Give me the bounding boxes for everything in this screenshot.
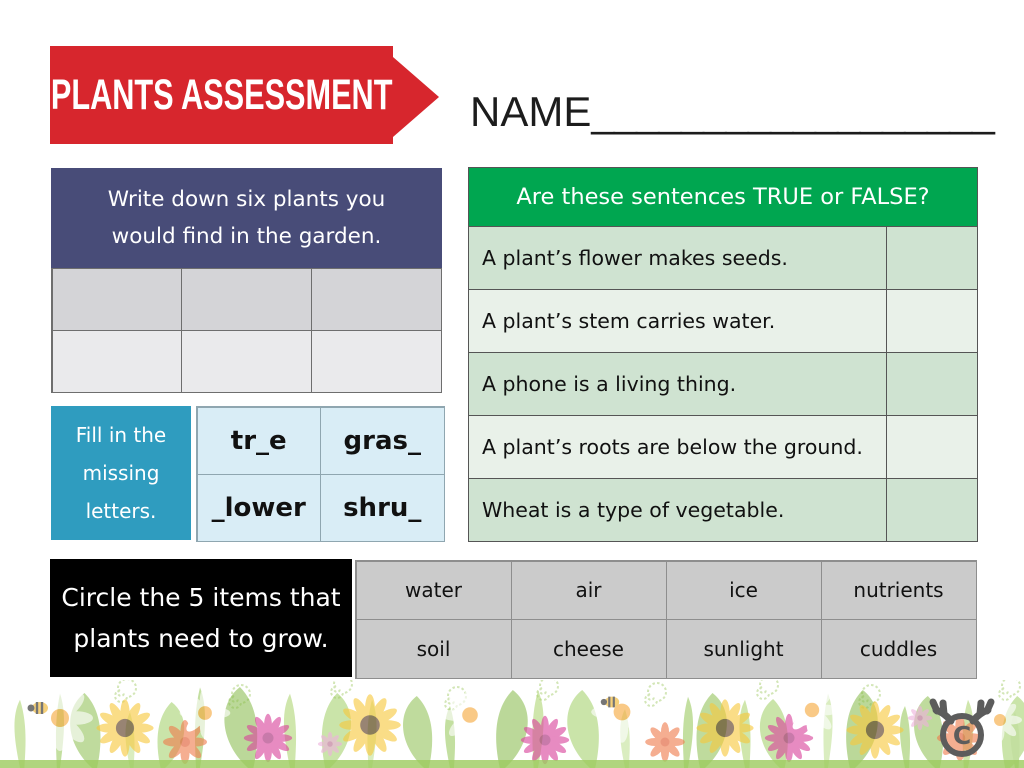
missing-letters-line1: Fill in the [75,423,167,447]
circle-items-line1: Circle the 5 items that [61,583,341,612]
sentence-text: A plant’s flower makes seeds. [482,246,788,270]
item-word[interactable]: soil [356,619,512,679]
item-word[interactable]: sunlight [666,619,822,679]
missing-letters-word[interactable]: shru_ [320,474,445,542]
answer-cell[interactable] [886,479,977,541]
garden-answer-cell[interactable] [311,268,442,331]
item-word[interactable]: cheese [511,619,667,679]
sentence-text: A plant’s roots are below the ground. [482,435,863,459]
item-word[interactable]: nutrients [821,561,977,621]
flower-garden-border [0,680,1024,768]
item-word[interactable]: cuddles [821,619,977,679]
moose-copyright-logo [920,694,1004,760]
title-banner [50,46,393,144]
garden-answer-cell[interactable] [181,268,312,331]
true-false-table [468,167,978,542]
true-false-row [469,226,977,289]
name-label: NAME [470,88,592,135]
garden-header-line1: Write down six plants you [107,187,386,212]
sentence-text: A phone is a living thing. [482,372,737,396]
missing-letters-header [51,406,191,540]
missing-letters-line2: missing [82,461,160,485]
true-false-header: Are these sentences TRUE or FALSE? [469,168,977,226]
name-field [470,88,994,136]
true-false-row [469,352,977,415]
name-blank-line[interactable]: __________________ [591,88,994,135]
answer-cell[interactable] [886,353,977,415]
garden-plants-table [51,168,442,393]
missing-letters-line3: letters. [85,499,157,523]
item-word[interactable]: ice [666,561,822,621]
answer-cell[interactable] [886,227,977,289]
copyright-symbol: C [952,721,972,750]
answer-cell[interactable] [886,290,977,352]
true-false-row [469,415,977,478]
circle-items-line2: plants need to grow. [73,624,329,653]
circle-items-header [50,559,352,677]
missing-letters-word[interactable]: tr_e [197,407,322,475]
circle-items-grid [355,560,977,679]
garden-answer-cell[interactable] [52,268,183,331]
missing-letters-word[interactable]: _lower [197,474,322,542]
arrow-point-icon [393,57,439,137]
answer-cell[interactable] [886,416,977,478]
garden-header-line2: would find in the garden. [111,224,382,249]
page-title: PLANTS ASSESSMENT [50,70,393,119]
sentence-text: A plant’s stem carries water. [482,309,776,333]
sentence-text: Wheat is a type of vegetable. [482,498,785,522]
garden-table-header [51,168,442,268]
garden-answer-cell[interactable] [52,330,183,393]
missing-letters-grid [196,406,445,542]
true-false-row [469,289,977,352]
item-word[interactable]: water [356,561,512,621]
item-word[interactable]: air [511,561,667,621]
true-false-row [469,478,977,541]
missing-letters-word[interactable]: gras_ [320,407,445,475]
garden-answer-grid [51,268,442,393]
garden-answer-cell[interactable] [311,330,442,393]
garden-answer-cell[interactable] [181,330,312,393]
